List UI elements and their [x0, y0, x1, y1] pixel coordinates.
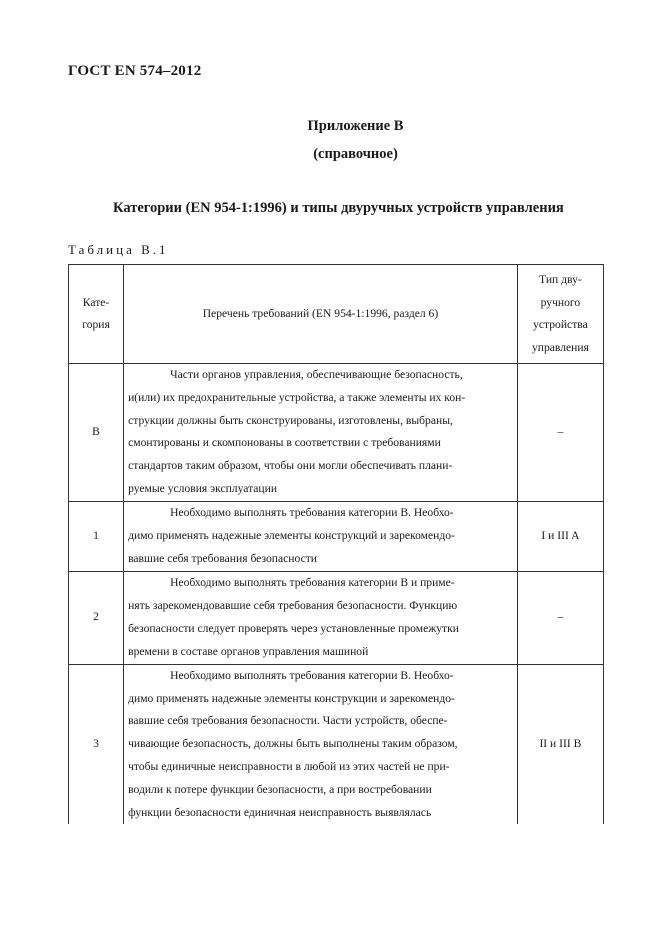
requirement-line: руемые условия эксплуатации [128, 481, 278, 495]
requirement-line: безопасности следует проверять через установленные промежутки [128, 621, 459, 635]
type-cell: – [517, 571, 603, 664]
table-caption: Таблица В.1 [68, 242, 169, 257]
table-row [69, 571, 604, 664]
requirement-line: димо применять надежные элементы конструкций и зарекомендо- [128, 528, 455, 542]
requirement-line: вавшие себя требования безопасности. Части устройств, обеспе- [128, 714, 448, 728]
requirement-line: чтобы единичные неисправности в любой из этих частей не при- [128, 759, 450, 773]
type-cell: – [517, 364, 603, 502]
category-cell: 2 [69, 571, 124, 664]
appendix-title: Приложение В [307, 118, 404, 134]
header-type [517, 265, 603, 364]
requirement-line: и(или) их предохранительные устройства, а также элементы их кон- [128, 390, 466, 404]
requirements-table [68, 264, 604, 824]
header-type-line: Тип дву- [539, 273, 582, 286]
requirement-line: Части органов управления, обеспечивающие безопасность, [170, 368, 463, 381]
requirement-line: нять зарекомендовавшие себя требования безопасности. Функцию [128, 598, 458, 612]
appendix-subtitle: (справочное) [313, 146, 398, 162]
section-title: Категории (EN 954-1:1996) и типы двуручных устройств управления [113, 200, 564, 216]
category-cell: 3 [69, 664, 124, 824]
document-code: ГОСТ EN 574–2012 [68, 63, 202, 79]
requirement-line: времени в составе органов управления машиной [128, 644, 369, 658]
requirements-cell [124, 501, 518, 571]
requirement-line: струкции должны быть сконструированы, изготовлены, выбраны, [128, 413, 453, 427]
requirement-line: Необходимо выполнять требования категории В. Необхо- [170, 506, 454, 520]
header-category [69, 265, 124, 364]
header-type-line: управления [531, 340, 589, 354]
requirement-line: Необходимо выполнять требования категории В и приме- [170, 576, 455, 590]
header-type-line: ручного [540, 295, 581, 309]
category-cell: 1 [69, 501, 124, 571]
header-category-line: гория [82, 318, 110, 331]
table-row [69, 501, 604, 571]
header-category-line: Кате- [82, 295, 110, 309]
table-row [69, 364, 604, 502]
requirement-line: смонтированы и скомпонованы в соответствии с требованиями [128, 436, 441, 450]
header-requirements: Перечень требований (EN 954-1:1996, раздел 6) [124, 265, 518, 364]
requirement-line: димо применять надежные элементы конструкции и зарекомендо- [128, 691, 455, 705]
requirement-line: функции безопасности единичная неисправность выявлялась [128, 805, 432, 819]
requirements-cell [124, 364, 518, 502]
requirement-line: водили к потере функции безопасности, а при востребовании [128, 782, 432, 796]
table-header-row [69, 265, 604, 364]
requirement-line: Необходимо выполнять требования категории В. Необхо- [170, 668, 454, 682]
requirements-cell [124, 571, 518, 664]
requirements-cell [124, 664, 518, 824]
requirement-line: вавшие себя требования безопасности [128, 551, 317, 565]
requirement-line: чивающие безопасность, должны быть выполнены таким образом, [128, 737, 458, 751]
requirement-line: стандартов таким образом, чтобы они могли обеспечивать плани- [128, 459, 453, 473]
table-row [69, 664, 604, 824]
category-cell: B [69, 364, 124, 502]
type-cell: II и III B [517, 664, 603, 824]
type-cell: I и III A [517, 501, 603, 571]
header-type-line: устройства [533, 318, 588, 331]
